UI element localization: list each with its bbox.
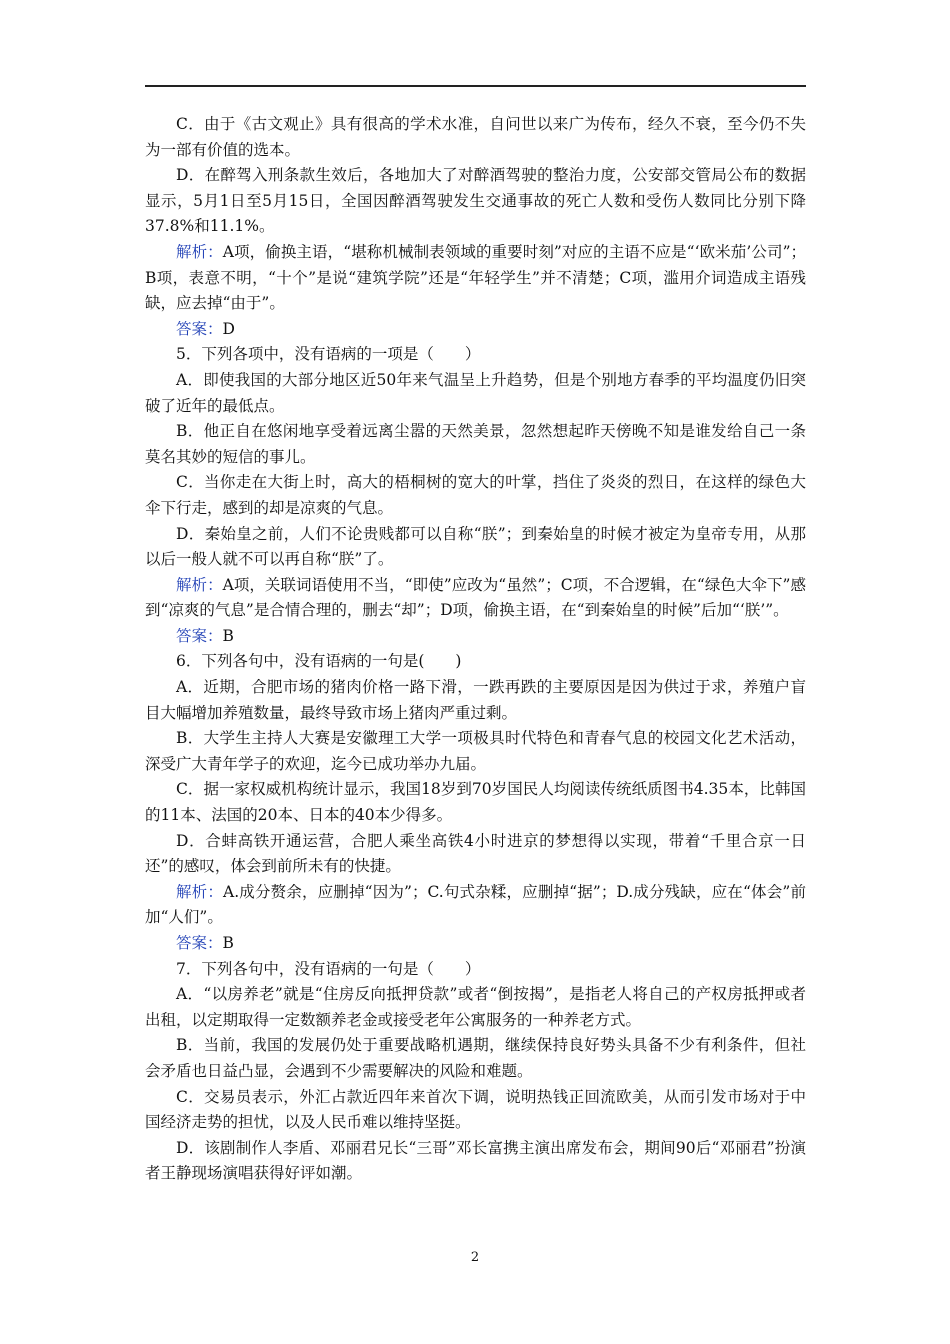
header-rule (145, 85, 806, 87)
option-paragraph: D．在醉驾入刑条款生效后，各地加大了对醉酒驾驶的整治力度，公安部交管局公布的数据显示，5月1日至5月15日，全国因醉酒驾驶发生交通事故的死亡人数和受伤人数同比分别下降37.8%和11.1%。 (145, 166, 806, 236)
analysis-paragraph (145, 880, 806, 931)
option-paragraph: D．秦始皇之前，人们不论贵贱都可以自称“朕”；到秦始皇的时候才被定为皇帝专用，从那以后一般人就不可以再自称“朕”了。 (145, 524, 806, 569)
option-paragraph: A．近期，合肥市场的猪肉价格一路下滑，一跌再跌的主要原因是因为供过于求，养殖户盲目大幅增加养殖数量，最终导致市场上猪肉严重过剩。 (145, 678, 806, 722)
answer-paragraph (145, 624, 806, 650)
option-paragraph: B．当前，我国的发展仍处于重要战略机遇期，继续保持良好势头具备不少有利条件，但社会矛盾也日益凸显，会遇到不少需要解决的风险和难题。 (145, 1036, 806, 1080)
analysis-text: A项，关联词语使用不当，“即使”应改为“虽然”；C项，不合逻辑，在“绿色大伞下”感到“凉爽的气息”是合情合理的，删去“却”；D项，偷换主语，在“到秦始皇的时候”后加“‘朕’”。 (145, 575, 806, 620)
answer-text: B (222, 626, 234, 645)
answer-label: 答案： (176, 626, 223, 645)
option-paragraph: A．即使我国的大部分地区近50年来气温呈上升趋势，但是个别地方春季的平均温度仍旧突破了近年的最低点。 (145, 370, 806, 415)
analysis-text: A.成分赘余，应删掉“因为”；C.句式杂糅，应删掉“据”；D.成分残缺，应在“体会”前加“人们”。 (145, 882, 806, 927)
option-paragraph: B．大学生主持人大赛是安徽理工大学一项极具时代特色和青春气息的校园文化艺术活动，深受广大青年学子的欢迎，迄今已成功举办九届。 (145, 729, 806, 773)
answer-label: 答案： (176, 319, 223, 338)
analysis-paragraph (145, 240, 806, 317)
answer-label: 答案： (176, 934, 223, 952)
answer-text: B (222, 934, 234, 952)
option-paragraph: B．他正自在悠闲地享受着远离尘嚣的天然美景，忽然想起昨天傍晚不知是谁发给自己一条莫名其妙的短信的事儿。 (145, 422, 806, 466)
answer-paragraph (145, 931, 806, 957)
option-paragraph: D．合蚌高铁开通运营，合肥人乘坐高铁4小时进京的梦想得以实现，带着“千里合京一日还”的感叹，体会到前所未有的快捷。 (145, 831, 806, 876)
question-paragraph: 6．下列各句中，没有语病的一句是( ) (176, 652, 462, 671)
answer-paragraph (145, 317, 806, 343)
option-paragraph: A．“以房养老”就是“住房反向抵押贷款”或者“倒按揭”，是指老人将自己的产权房抵押或者出租，以定期取得一定数额养老金或接受老年公寓服务的一种养老方式。 (145, 985, 806, 1029)
question-paragraph: 5．下列各项中，没有语病的一项是（ ） (176, 345, 481, 364)
analysis-label: 解析： (176, 882, 223, 901)
option-paragraph: D．该剧制作人李盾、邓丽君兄长“三哥”邓长富携主演出席发布会，期间90后“邓丽君”扮演者王静现场演唱获得好评如潮。 (145, 1138, 806, 1183)
option-paragraph: C．由于《古文观止》具有很高的学术水准，自问世以来广为传布，经久不衰，至今仍不失为一部有价值的选本。 (145, 115, 806, 159)
analysis-text: A项，偷换主语，“堪称机械制表领域的重要时刻”对应的主语不应是“‘欧米茄’公司”；B项，表意不明，“十个”是说“建筑学院”还是“年轻学生”并不清楚；C项，滥用介词造成主语残缺，应去掉“由于”。 (145, 242, 806, 313)
page-content (145, 112, 806, 1187)
question-paragraph: 7．下列各句中，没有语病的一句是（ ） (176, 959, 481, 978)
option-paragraph: C．据一家权威机构统计显示，我国18岁到70岁国民人均阅读传统纸质图书4.35本，比韩国的11本、法国的20本、日本的40本少得多。 (145, 780, 806, 825)
option-paragraph: C．当你走在大街上时，高大的梧桐树的宽大的叶掌，挡住了炎炎的烈日，在这样的绿色大伞下行走，感到的却是凉爽的气息。 (145, 473, 806, 517)
answer-text: D (222, 319, 235, 338)
analysis-paragraph (145, 573, 806, 624)
page-number: 2 (470, 1250, 480, 1265)
analysis-label: 解析： (176, 575, 223, 594)
option-paragraph: C．交易员表示，外汇占款近四年来首次下调，说明热钱正回流欧美，从而引发市场对于中国经济走势的担忧，以及人民币难以维持坚挺。 (145, 1087, 806, 1132)
analysis-label: 解析： (176, 242, 223, 261)
